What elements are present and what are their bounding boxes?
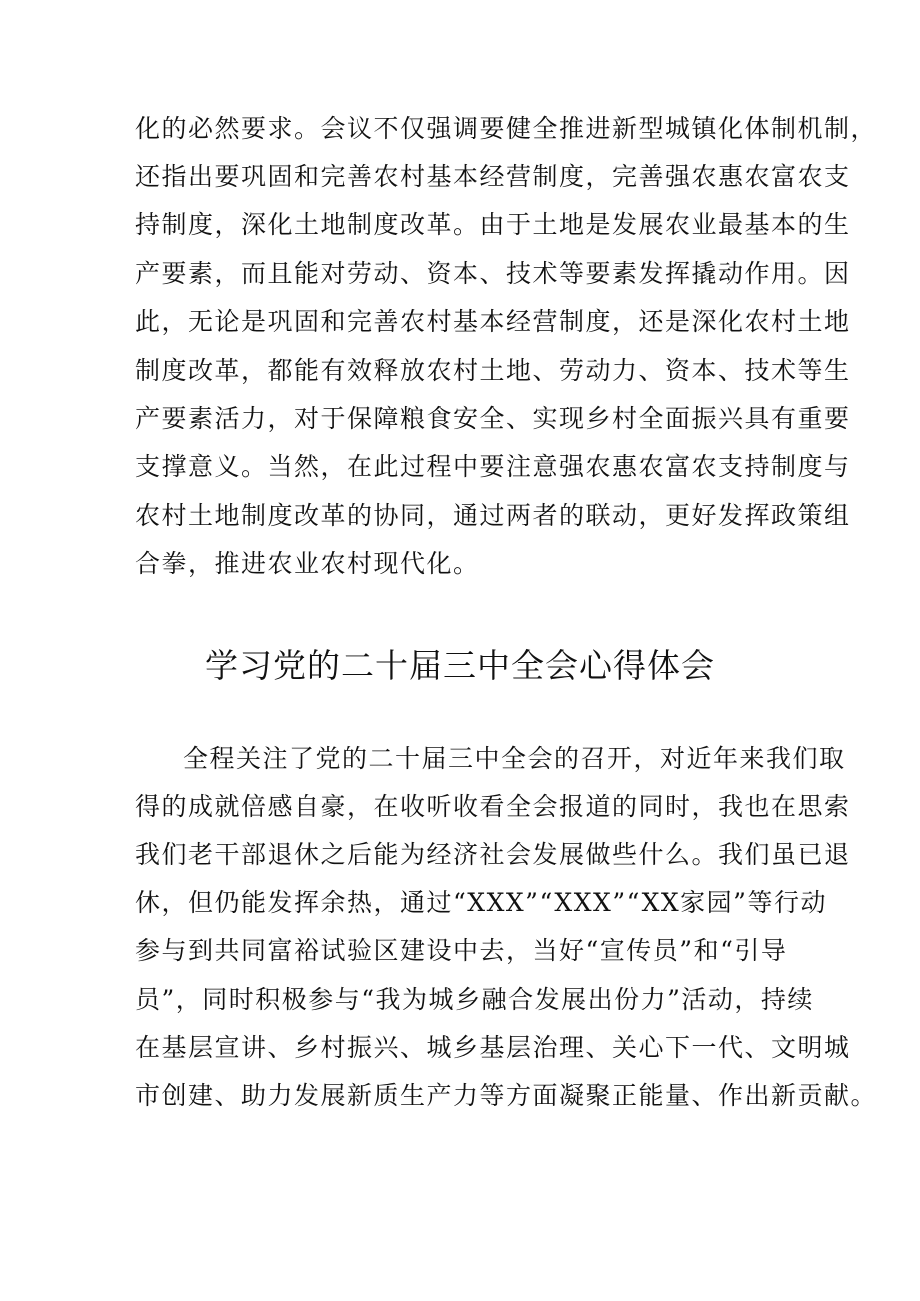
paragraph-2-line: 休，但仍能发挥余热，通过“XXX”“XXX”“XX家园”等行动 bbox=[135, 888, 827, 917]
paragraph-2-line: 全程关注了党的二十届三中全会的召开，对近年来我们取 bbox=[183, 744, 846, 773]
paragraph-1-line: 合拳，推进农业农村现代化。 bbox=[135, 549, 480, 578]
paragraph-1-line: 制度改革，都能有效释放农村土地、劳动力、资本、技术等生 bbox=[135, 356, 851, 385]
paragraph-1-line: 产要素活力，对于保障粮食安全、实现乡村全面振兴具有重要 bbox=[135, 404, 851, 433]
paragraph-1-line: 化的必然要求。会议不仅强调要健全推进新型城镇化体制机制， bbox=[135, 114, 878, 143]
paragraph-1-line: 产要素，而且能对劳动、资本、技术等要素发挥撬动作用。因 bbox=[135, 259, 851, 288]
paragraph-2-line: 员”，同时积极参与“我为城乡融合发展出份力”活动，持续 bbox=[135, 985, 814, 1014]
paragraph-2-line: 在基层宣讲、乡村振兴、城乡基层治理、关心下一代、文明城 bbox=[135, 1033, 851, 1062]
paragraph-1-line: 此，无论是巩固和完善农村基本经营制度，还是深化农村土地 bbox=[135, 307, 851, 336]
paragraph-2-line: 我们老干部退休之后能为经济社会发展做些什么。我们虽已退 bbox=[135, 840, 851, 869]
paragraph-1-line: 支撑意义。当然，在此过程中要注意强农惠农富农支持制度与 bbox=[135, 452, 851, 481]
paragraph-1-line: 持制度，深化土地制度改革。由于土地是发展农业最基本的生 bbox=[135, 210, 851, 239]
paragraph-2-line: 市创建、助力发展新质生产力等方面凝聚正能量、作出新贡献。 bbox=[135, 1081, 878, 1110]
paragraph-1-line: 农村土地制度改革的协同，通过两者的联动，更好发挥政策组 bbox=[135, 501, 851, 530]
paragraph-2-line: 得的成就倍感自豪，在收听收看全会报道的同时，我也在思索 bbox=[135, 792, 851, 821]
paragraph-1-line: 还指出要巩固和完善农村基本经营制度，完善强农惠农富农支 bbox=[135, 162, 851, 191]
section-heading: 学习党的二十届三中全会心得体会 bbox=[205, 646, 715, 685]
paragraph-2-line: 参与到共同富裕试验区建设中去，当好“宣传员”和“引导 bbox=[135, 936, 788, 965]
